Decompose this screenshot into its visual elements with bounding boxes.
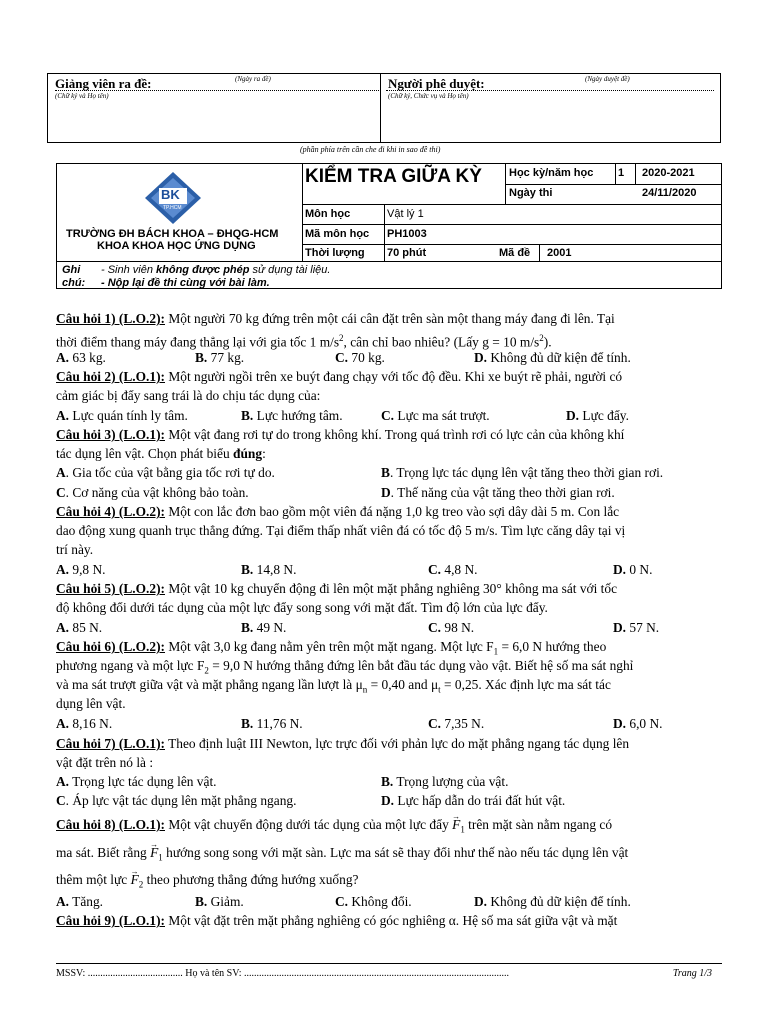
q7-option-d[interactable]: D. Lực hấp dẫn do trái đất hút vật.	[381, 793, 566, 808]
semester-label: Học kỳ/năm học	[509, 167, 594, 179]
page-number: Trang 1/3	[672, 968, 712, 979]
note-label-1: Ghi	[62, 264, 81, 276]
q8-option-b[interactable]: B. Giảm.	[195, 894, 244, 909]
note-label-2: chú:	[62, 277, 86, 289]
question-1-line-2: thời điểm thang máy đang thẳng lại với gia tốc 1 $m/s^2$, cân chỉ bao nhiêu? (Lấy g = 10 $m/s^2$).	[56, 333, 552, 350]
exam-code-label: Mã đề	[499, 247, 531, 259]
signature-note: (phần phía trên cần che đi khi in sao đề thi)	[300, 145, 441, 154]
q6-option-b[interactable]: B. 11,76 N.	[241, 716, 303, 731]
code-label: Mã môn học	[305, 228, 370, 240]
q8-option-a[interactable]: A. Tăng.	[56, 894, 104, 909]
note-2: - Nộp lại đề thi cùng với bài làm.	[101, 277, 270, 289]
q1-option-b[interactable]: B. 77 kg.	[195, 350, 245, 365]
q1-option-c[interactable]: C. 70 kg.	[335, 350, 385, 365]
question-6: Câu hỏi 6) (L.O.2): Một vật 3,0 kg đang nằm yên trên một mặt ngang. Một lực $F_1 = 6,0$ N hướng theo	[56, 639, 607, 657]
question-8-line-2: ma sát. Biết rằng → $F_1$ hướng song song với mặt sàn. Lực ma sát sẽ thay đổi như thế nào nếu tác dụng lên vật	[56, 844, 628, 867]
approver-name-hint: (Chữ ký, Chức vụ và Họ tên)	[388, 92, 469, 100]
question-4-line-2: dao động xung quanh trục thẳng đứng. Tại điểm thấp nhất viên đá có tốc độ 5 m/s. Tìm lực căng dây tại vị	[56, 523, 626, 538]
q5-option-b[interactable]: B. 49 N.	[241, 620, 287, 635]
q4-option-b[interactable]: B. 14,8 N.	[241, 562, 297, 577]
question-8-line-3: thêm một lực → $F_2$ theo phương thẳng đứng hướng xuống?	[56, 871, 358, 894]
exam-header	[56, 163, 722, 289]
q2-option-d[interactable]: D. Lực đẩy.	[566, 408, 629, 423]
q6-option-c[interactable]: C. 7,35 N.	[428, 716, 485, 731]
school-name: TRƯỜNG ĐH BÁCH KHOA – ĐHQG-HCM	[66, 228, 279, 240]
q7-option-a[interactable]: A. Trọng lực tác dụng lên vật.	[56, 774, 217, 789]
q7-option-c[interactable]: C. Áp lực vật tác dụng lên mặt phẳng ngang.	[56, 793, 297, 808]
logo-text: BK	[161, 187, 180, 202]
subject-value: Vật lý 1	[387, 208, 424, 220]
question-7: Câu hỏi 7) (L.O.1): Theo định luật III Newton, lực trực đối với phản lực do mặt phẳng ngang tác dụng lên	[56, 736, 630, 751]
q5-option-a[interactable]: A. 85 N.	[56, 620, 103, 635]
question-4: Câu hỏi 4) (L.O.2): Một con lắc đơn bao gồm một viên đá nặng 1,0 kg treo vào sợi dây dài 5 m. Con lắc	[56, 504, 620, 519]
lecturer-date-hint: (Ngày ra đề)	[235, 75, 271, 83]
q1-option-d[interactable]: D. Không đủ dữ kiện để tính.	[474, 350, 631, 365]
year-value: 2020-2021	[642, 167, 695, 179]
q3-option-b[interactable]: B. Trọng lực tác dụng lên vật tăng theo thời gian rơi.	[381, 465, 664, 480]
date-value: 24/11/2020	[642, 187, 697, 199]
q2-option-a[interactable]: A. Lực quán tính ly tâm.	[56, 408, 188, 423]
question-9: Câu hỏi 9) (L.O.1): Một vật đặt trên mặt phẳng nghiêng có góc nghiêng α. Hệ số ma sát giữa vật và mặt	[56, 913, 618, 928]
question-3: Câu hỏi 3) (L.O.1): Một vật đang rơi tự do trong không khí. Trong quá trình rơi có lực cản của không khí	[56, 427, 625, 442]
q1-option-a[interactable]: A. 63 kg.	[56, 350, 106, 365]
question-6-line-3: và ma sát trượt giữa vật và mặt phẳng ngang lần lượt là $\mu_n = 0,40$ and $\mu_t = 0,25$. Xác định lực ma sát tác	[56, 677, 611, 695]
faculty-name: KHOA KHOA HỌC ỨNG DỤNG	[97, 240, 256, 252]
question-1: Câu hỏi 1) (L.O.2): Một người 70 kg đứng trên một cái cân đặt trên sàn một thang máy đang đi lên. Tại	[56, 311, 615, 326]
q6-option-a[interactable]: A. 8,16 N.	[56, 716, 113, 731]
school-logo	[143, 170, 203, 226]
q2-option-b[interactable]: B. Lực hướng tâm.	[241, 408, 343, 423]
question-3-line-2: tác dụng lên vật. Chọn phát biểu đúng:	[56, 446, 266, 461]
logo-sub: TP.HCM	[163, 205, 182, 211]
exam-title: KIỂM TRA GIỮA KỲ	[305, 166, 482, 187]
q3-option-c[interactable]: C. Cơ năng của vật không bảo toàn.	[56, 485, 249, 500]
lecturer-name-hint: (Chữ ký và Họ tên)	[55, 92, 109, 100]
question-6-line-2: phương ngang và một lực $F_2 = 9,0$ N hướng thẳng đứng lên bắt đầu tác dụng vào vật. Biết hệ số ma sát nghỉ	[56, 658, 634, 676]
q2-option-c[interactable]: C. Lực ma sát trượt.	[381, 408, 490, 423]
question-2: Câu hỏi 2) (L.O.1): Một người ngồi trên xe buýt đang chạy với tốc độ đều. Khi xe buýt rẽ phải, người có	[56, 369, 623, 384]
q5-option-c[interactable]: C. 98 N.	[428, 620, 475, 635]
q7-option-b[interactable]: B. Trọng lượng của vật.	[381, 774, 509, 789]
lecturer-label: Giảng viên ra đề:	[55, 76, 152, 91]
note-1: - Sinh viên không được phép sử dụng tài liệu.	[101, 264, 331, 276]
question-5-line-2: độ không đổi dưới tác dụng của một lực đẩy song song với mặt đất. Tìm độ lớn của lực đẩy.	[56, 600, 548, 615]
q4-option-d[interactable]: D. 0 N.	[613, 562, 653, 577]
question-8: Câu hỏi 8) (L.O.1): Một vật chuyển động dưới tác dụng của một lực đẩy → $F_1$ trên mặt sàn nằm ngang có	[56, 816, 612, 839]
subject-label: Môn học	[305, 208, 351, 220]
semester-value: 1	[618, 167, 625, 179]
signature-box	[47, 73, 721, 143]
q4-option-a[interactable]: A. 9,8 N.	[56, 562, 106, 577]
q4-option-c[interactable]: C. 4,8 N.	[428, 562, 478, 577]
approver-label: Người phê duyệt:	[388, 76, 485, 91]
q3-option-d[interactable]: D. Thế năng của vật tăng theo thời gian rơi.	[381, 485, 615, 500]
page-footer	[56, 963, 722, 979]
q8-option-d[interactable]: D. Không đủ dữ kiện để tính.	[474, 894, 631, 909]
question-6-line-4: dụng lên vật.	[56, 696, 126, 711]
date-label: Ngày thi	[509, 187, 553, 199]
duration-value: 70 phút	[387, 247, 427, 259]
code-value: PH1003	[387, 228, 427, 240]
duration-label: Thời lượng	[305, 247, 365, 259]
question-7-line-2: vật đặt trên nó là :	[56, 755, 154, 770]
approver-date-hint: (Ngày duyệt đề)	[585, 75, 630, 83]
exam-code-value: 2001	[547, 247, 572, 259]
question-2-line-2: cảm giác bị đẩy sang trái là do chịu tác dụng của:	[56, 388, 321, 403]
q3-option-a[interactable]: A. Gia tốc của vật bằng gia tốc rơi tự do.	[56, 465, 275, 480]
q8-option-c[interactable]: C. Không đổi.	[335, 894, 412, 909]
question-5: Câu hỏi 5) (L.O.2): Một vật 10 kg chuyển động đi lên một mặt phẳng nghiêng 30° không ma sát với tốc	[56, 581, 618, 596]
footer-student-info: MSSV: ...................................... Họ và tên SV: ..........................................................................................................	[56, 968, 509, 979]
question-4-line-3: trí này.	[56, 542, 94, 557]
q6-option-d[interactable]: D. 6,0 N.	[613, 716, 663, 731]
q5-option-d[interactable]: D. 57 N.	[613, 620, 660, 635]
